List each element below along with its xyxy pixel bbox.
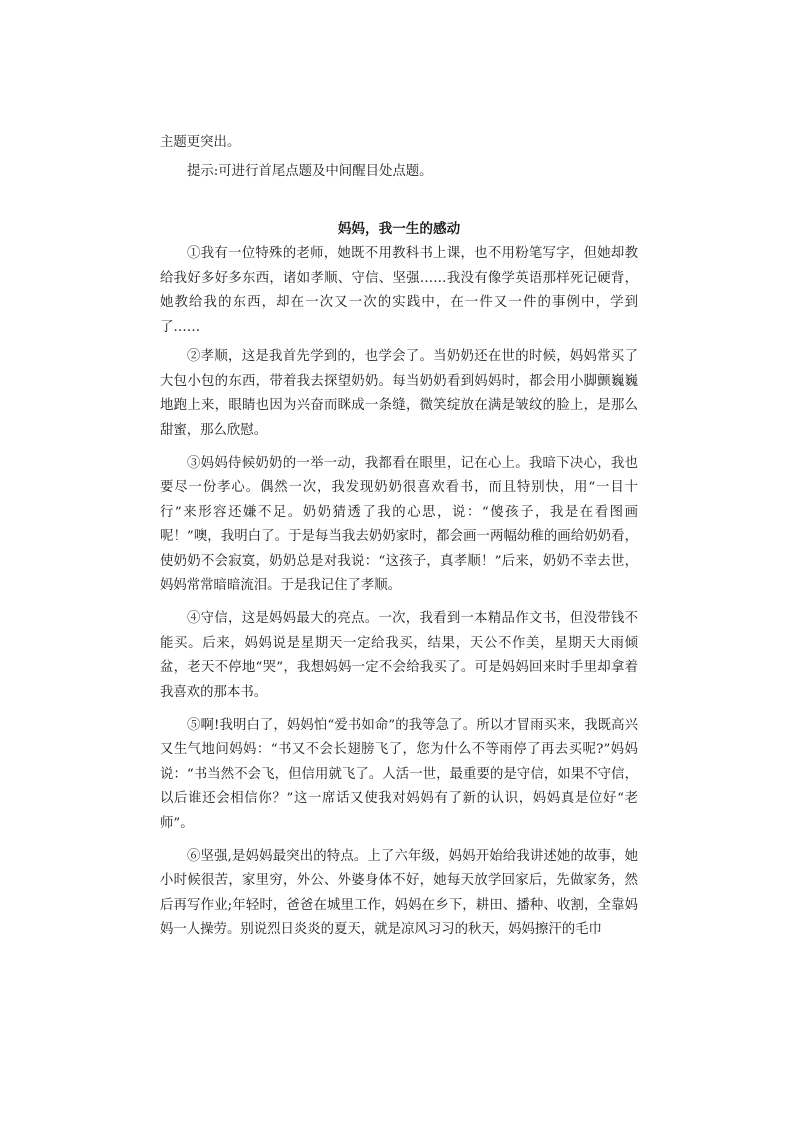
document-body bbox=[160, 131, 638, 951]
paragraph-1: ①我有一位特殊的老师，她既不用教科书上课，也不用粉笔写字，但她却教给我好多好多东西，诸如孝顺、守信、坚强……我没有像学英语那样死记硬背，她教给我的东西，却在一次又一次的实践中，在一件又一件的事例中，学到了…… bbox=[160, 246, 638, 335]
essay-title: 妈妈，我一生的感动 bbox=[337, 221, 461, 237]
hint-text: 提示:可进行首尾点题及中间醒目处点题。 bbox=[187, 163, 433, 179]
paragraph-5: ⑤啊!我明白了，妈妈怕“爱书如命”的我等急了。所以才冒雨买来，我既高兴又生气地问妈妈：“书又不会长翅膀飞了，您为什么不等雨停了再去买呢?”妈妈说：“书当然不会飞，但信用就飞了。人活一世，最重要的是守信，如果不守信，以后谁还会相信你？”这一席话又使我对妈妈有了新的认识，妈妈真是位好“老师”。 bbox=[160, 717, 638, 831]
paragraph-3: ③妈妈侍候奶奶的一举一动，我都看在眼里，记在心上。我暗下决心，我也要尽一份孝心。偶然一次，我发现奶奶很喜欢看书，而且特别快，用“一目十行”来形容还嫌不足。奶奶猜透了我的心思，说：“傻孩子，我是在看图画呢！”噢，我明白了。于是每当我去奶奶家时，都会画一两幅幼稚的画给奶奶看，使奶奶不会寂寞，奶奶总是对我说：“这孩子，真孝顺！”后来，奶奶不幸去世，妈妈常常暗暗流泪。于是我记住了孝顺。 bbox=[160, 455, 638, 593]
intro-ending-text: 主题更突出。 bbox=[160, 135, 241, 150]
paragraph-4: ④守信，这是妈妈最大的亮点。一次，我看到一本精品作文书，但没带钱不能买。后来，妈妈说是星期天一定给我买，结果，天公不作美，星期天大雨倾盆，老天不停地“哭”，我想妈妈一定不会给我买了。可是妈妈回来时手里却拿着我喜欢的那本书。 bbox=[160, 611, 638, 700]
paragraph-6: ⑥坚强,是妈妈最突出的特点。上了六年级，妈妈开始给我讲述她的故事，她小时候很苦，家里穷，外公、外婆身体不好，她每天放学回家后，先做家务，然后再写作业;年轻时，爸爸在城里工作，妈妈在乡下，耕田、播种、收割，全靠妈妈一人操劳。别说烈日炎炎的夏天，就是凉风习习的秋天，妈妈擦汗的毛巾 bbox=[160, 848, 638, 937]
paragraph-2: ②孝顺，这是我首先学到的，也学会了。当奶奶还在世的时候，妈妈常买了大包小包的东西，带着我去探望奶奶。每当奶奶看到妈妈时，都会用小脚颤巍巍地跑上来，眼睛也因为兴奋而眯成一条缝，微笑绽放在满是皱纹的脸上，是那么甜蜜，那么欣慰。 bbox=[160, 349, 638, 438]
